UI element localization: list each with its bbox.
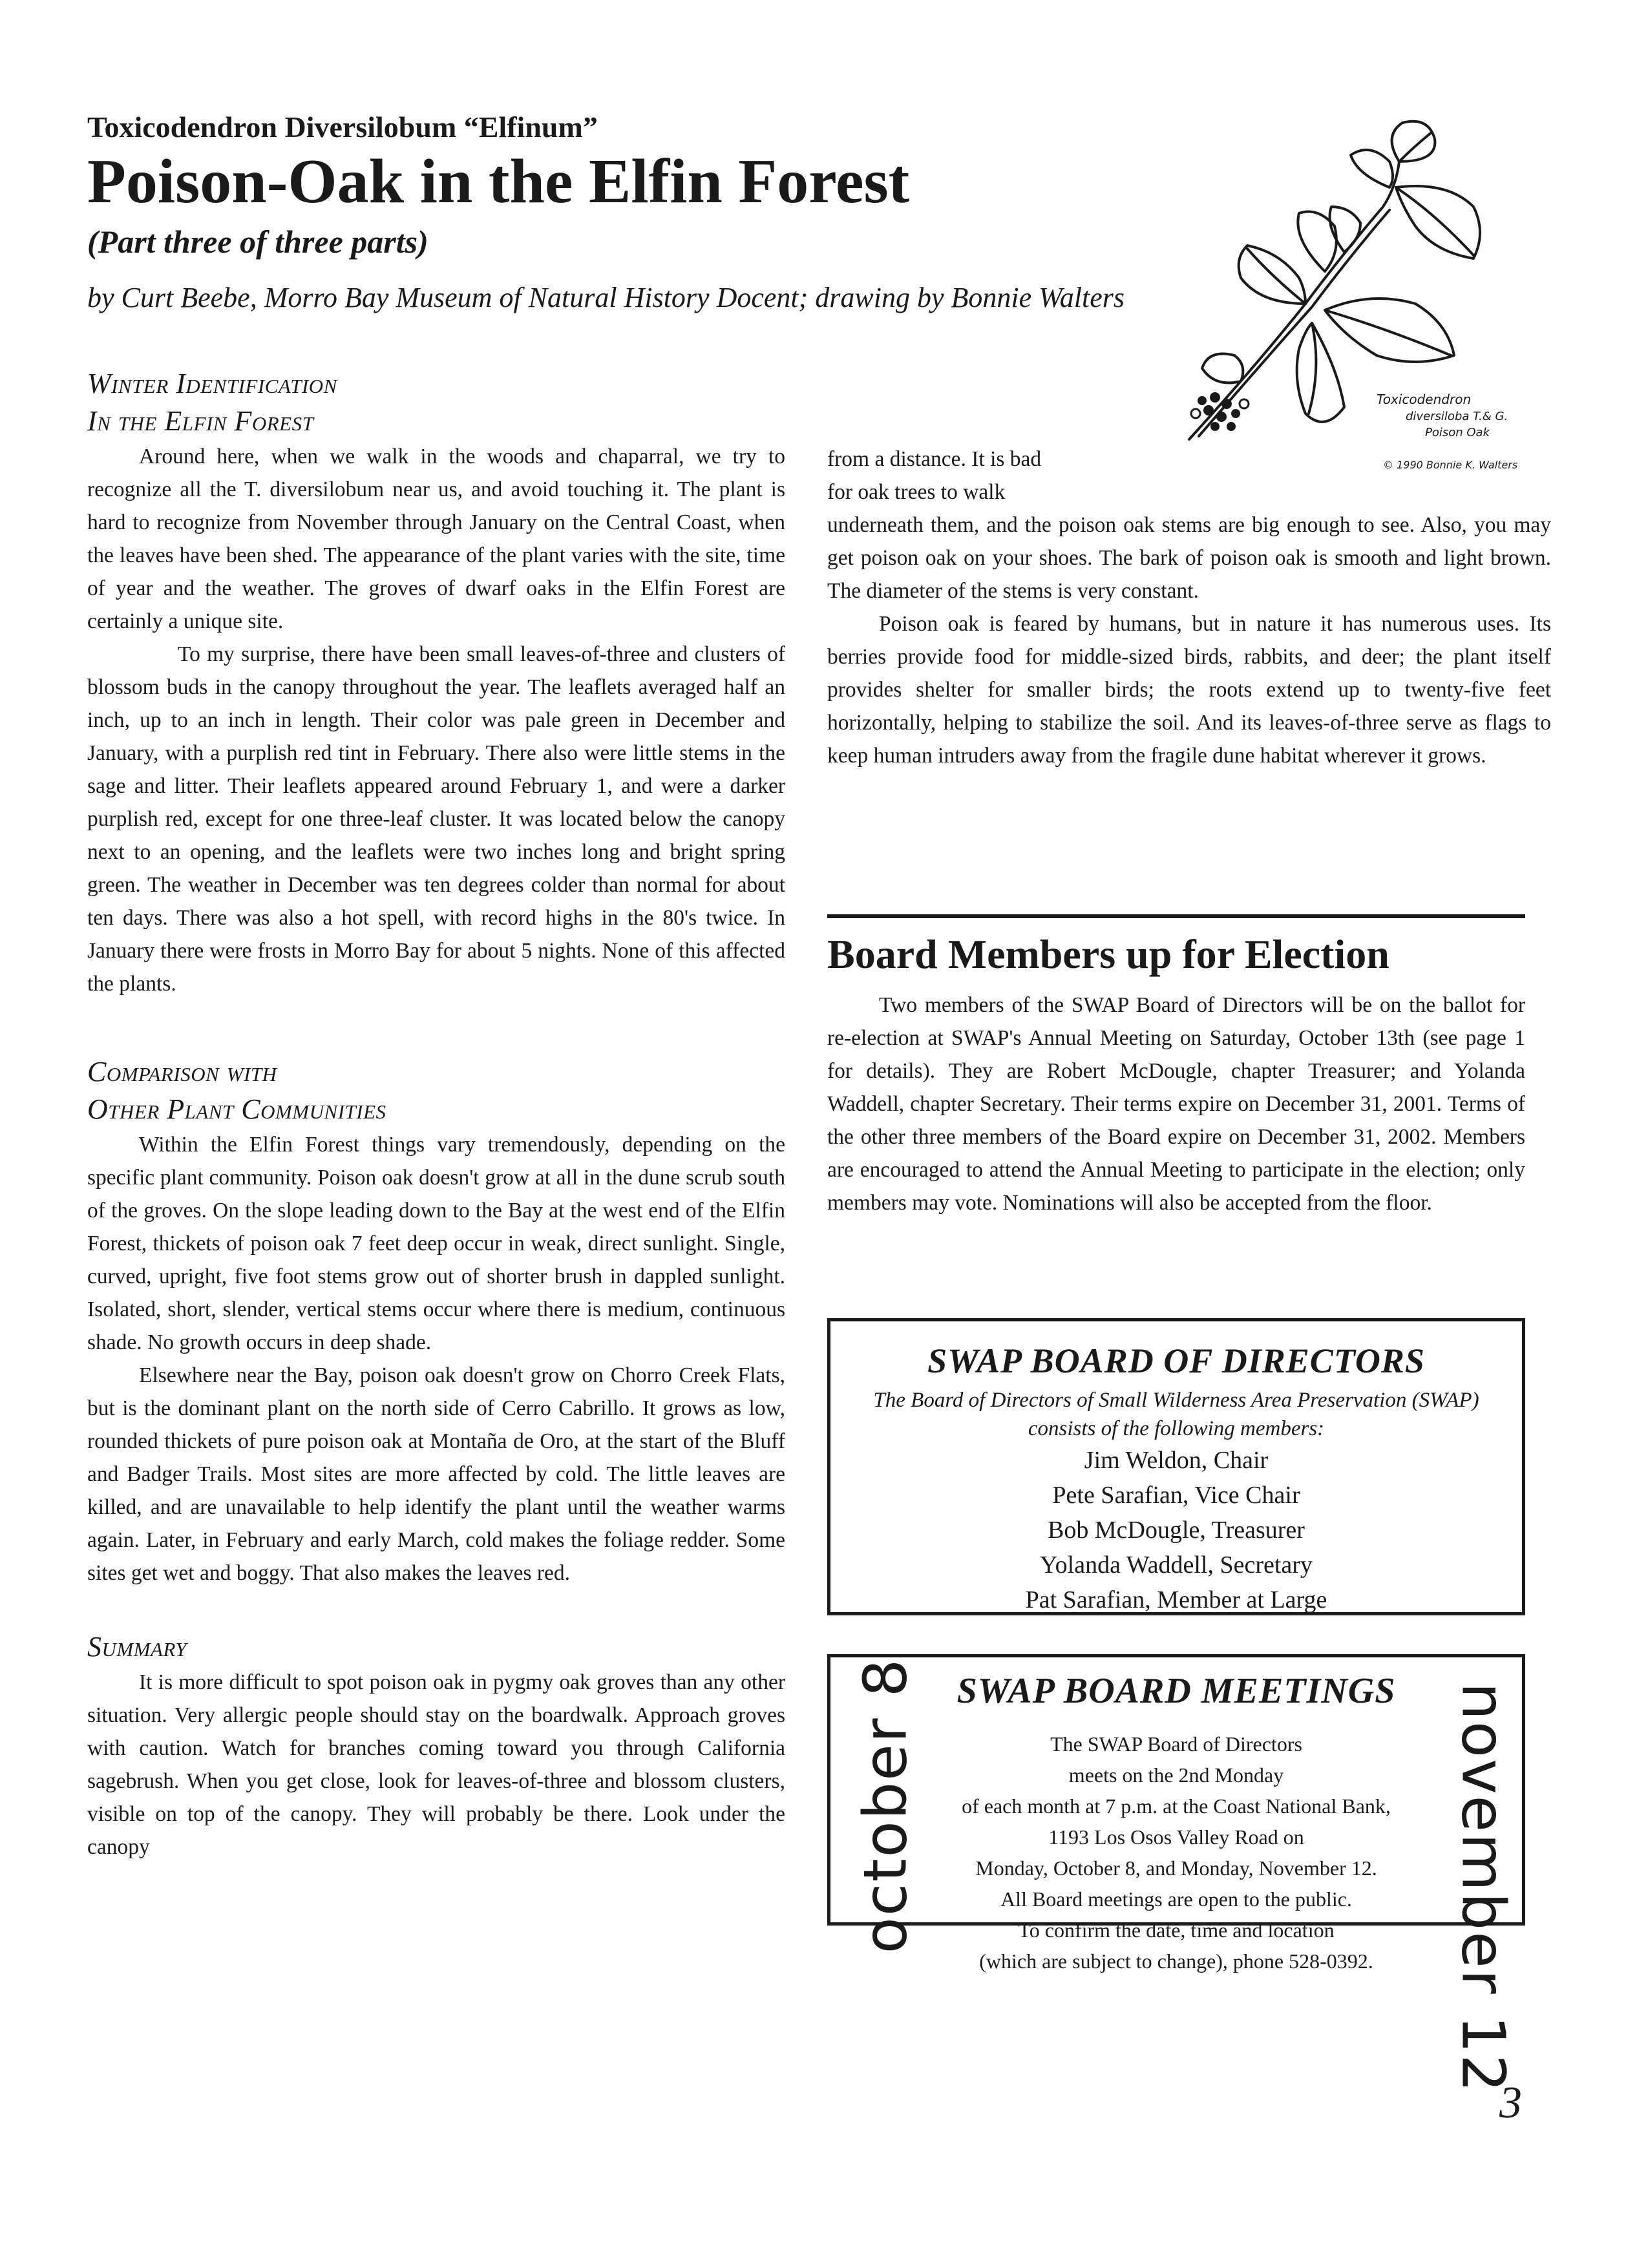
director-member: Jim Weldon, Chair [1084,1447,1269,1474]
section-heading-summary: Summary [87,1631,187,1663]
october-date-vertical: october 8 [850,1657,920,1954]
page-number: 3 [1499,2078,1522,2128]
section-divider [827,914,1525,918]
svg-text:diversiloba T.& G.: diversiloba T.& G. [1406,410,1508,423]
svg-text:Toxicodendron: Toxicodendron [1377,392,1472,407]
section-heading-comparison: Comparison with Other Plant Communities [87,1056,386,1125]
poison-oak-illustration [1112,110,1564,510]
paragraph-right-1a: from a distance. It is bad [827,447,1042,471]
meetings-details: The SWAP Board of Directors meets on the 2nd Monday of each month at 7 p.m. at the Coast National Bank, 1193 Los Osos Valley Road on Monday, October 8, and Monday, November 12. All Board meetings are open to the public. To confirm the date, time and location (which are subject to change), phone 528-0392. [962,1732,1391,1973]
director-member: Pete Sarafian, Vice Chair [1052,1482,1300,1509]
paragraph-right-1c: underneath them, and the poison oak stems are big enough to see. Also, you may get poison oak on your shoes. The bark of poison oak is smooth and light brown. The diameter of the stems is very constant. [827,513,1551,603]
paragraph-winter-1: Around here, when we walk in the woods and chaparral, we try to recognize all the T. diversilobum near us, and avoid touching it. The plant is hard to recognize from November through January on the Central Coast, when the leaves have been shed. The appearance of the plant varies with the site, time of year and the weather. The groves of dwarf oaks in the Elfin Forest are certainly a unique site. [87,445,785,633]
paragraph-right-2: Poison oak is feared by humans, but in nature it has numerous uses. Its berries provide food for middle-sized birds, rabbits, and deer; the plant itself provides shelter for smaller birds; the roots extend up to twenty-five feet horizontally, helping to stabilize the soil. And its leaves-of-three serve as flags to keep human intruders away from the fragile dune habitat wherever it grows. [827,612,1551,768]
director-member: Pat Sarafian, Member at Large [1025,1586,1327,1613]
article-byline: by Curt Beebe, Morro Bay Museum of Natural History Docent; drawing by Bonnie Walters [87,282,1125,313]
paragraph-winter-2: To my surprise, there have been small leaves-of-three and clusters of blossom buds in the canopy throughout the year. The leaflets averaged half an inch, up to an inch in length. Their color was pale green in December and January, with a purplish red tint in February. There also were little stems in the sage and litter. Their leaflets appeared around February 1, and were a darker purplish red, except for one three-leaf cluster. It was located below the canopy next to an opening, and the leaflets were two inches long and bright spring green. The weather in December was ten degrees colder than normal for about ten days. There was also a hot spell, with record highs in the 80's twice. In January there were frosts in Morro Bay for about 5 nights. None of this affected the plants. [87,642,785,996]
board-meetings-box [827,1654,1525,2094]
right-column-start [827,443,1131,509]
board-of-directors-box [827,1318,1525,1615]
section-heading-winter: Winter Identification In the Elfin Forest [87,368,337,437]
paragraph-right-1b: for oak trees to walk [827,480,1006,504]
november-date-vertical: november 12 [1448,1682,1518,2094]
svg-text:Poison Oak: Poison Oak [1425,426,1490,439]
directors-member-list [830,1443,1522,1617]
election-article [827,989,1525,1219]
svg-text:© 1990 Bonnie K. Walters: © 1990 Bonnie K. Walters [1383,459,1518,471]
director-member: Yolanda Waddell, Secretary [1040,1551,1313,1579]
left-column [87,365,785,1864]
election-heading: Board Members up for Election [827,931,1389,977]
article-subtitle: (Part three of three parts) [87,224,428,260]
right-column [827,509,1551,772]
director-member: Bob McDougle, Treasurer [1048,1517,1305,1544]
paragraph-comparison-2: Elsewhere near the Bay, poison oak doesn't grow on Chorro Creek Flats, but is the dominant plant on the north side of Cerro Cabrillo. It grows as low, rounded thickets of pure poison oak at Montaña de Oro, at the start of the Bluff and Badger Trails. Most sites are more affected by cold. The little leaves are killed, and are unavailable to help identify the plant until the weather warms again. Later, in February and early March, cold makes the foliage redder. Some sites get wet and boggy. That also makes the leaves red. [87,1363,785,1585]
paragraph-summary-1: It is more difficult to spot poison oak in pygmy oak groves than any other situation. Very allergic people should stay on the boardwalk. Approach groves with caution. Watch for branches coming toward you through California sagebrush. When you get close, look for leaves-of-three and blossom clusters, visible on top of the canopy. They will probably be there. Look under the canopy [87,1670,785,1859]
meetings-title: SWAP BOARD MEETINGS [956,1671,1396,1711]
article-kicker: Toxicodendron Diversilobum “Elfinum” [87,110,598,143]
directors-title: SWAP BOARD OF DIRECTORS [927,1341,1425,1380]
article-title: Poison-Oak in the Elfin Forest [87,147,910,216]
directors-description: The Board of Directors of Small Wilderness Area Preservation (SWAP) consists of the following members: [873,1389,1479,1440]
election-body: Two members of the SWAP Board of Directors will be on the ballot for re-election at SWAP's Annual Meeting on Saturday, October 13th (see page 1 for details). They are Robert McDougle, chapter Treasurer; and Yolanda Waddell, chapter Secretary. Their terms expire on December 31, 2001. Terms of the other three members of the Board expire on December 31, 2002. Members are encouraged to attend the Annual Meeting to participate in the election; only members may vote. Nominations will also be accepted from the floor. [827,993,1525,1215]
paragraph-comparison-1: Within the Elfin Forest things vary tremendously, depending on the specific plant community. Poison oak doesn't grow at all in the dune scrub south of the groves. On the slope leading down to the Bay at the west end of the Elfin Forest, thickets of poison oak 7 feet deep occur in weak, direct sunlight. Single, curved, upright, five foot stems grow out of shorter brush in dappled sunlight. Isolated, short, slender, vertical stems occur where there is medium, continuous shade. No growth occurs in deep shade. [87,1133,785,1354]
